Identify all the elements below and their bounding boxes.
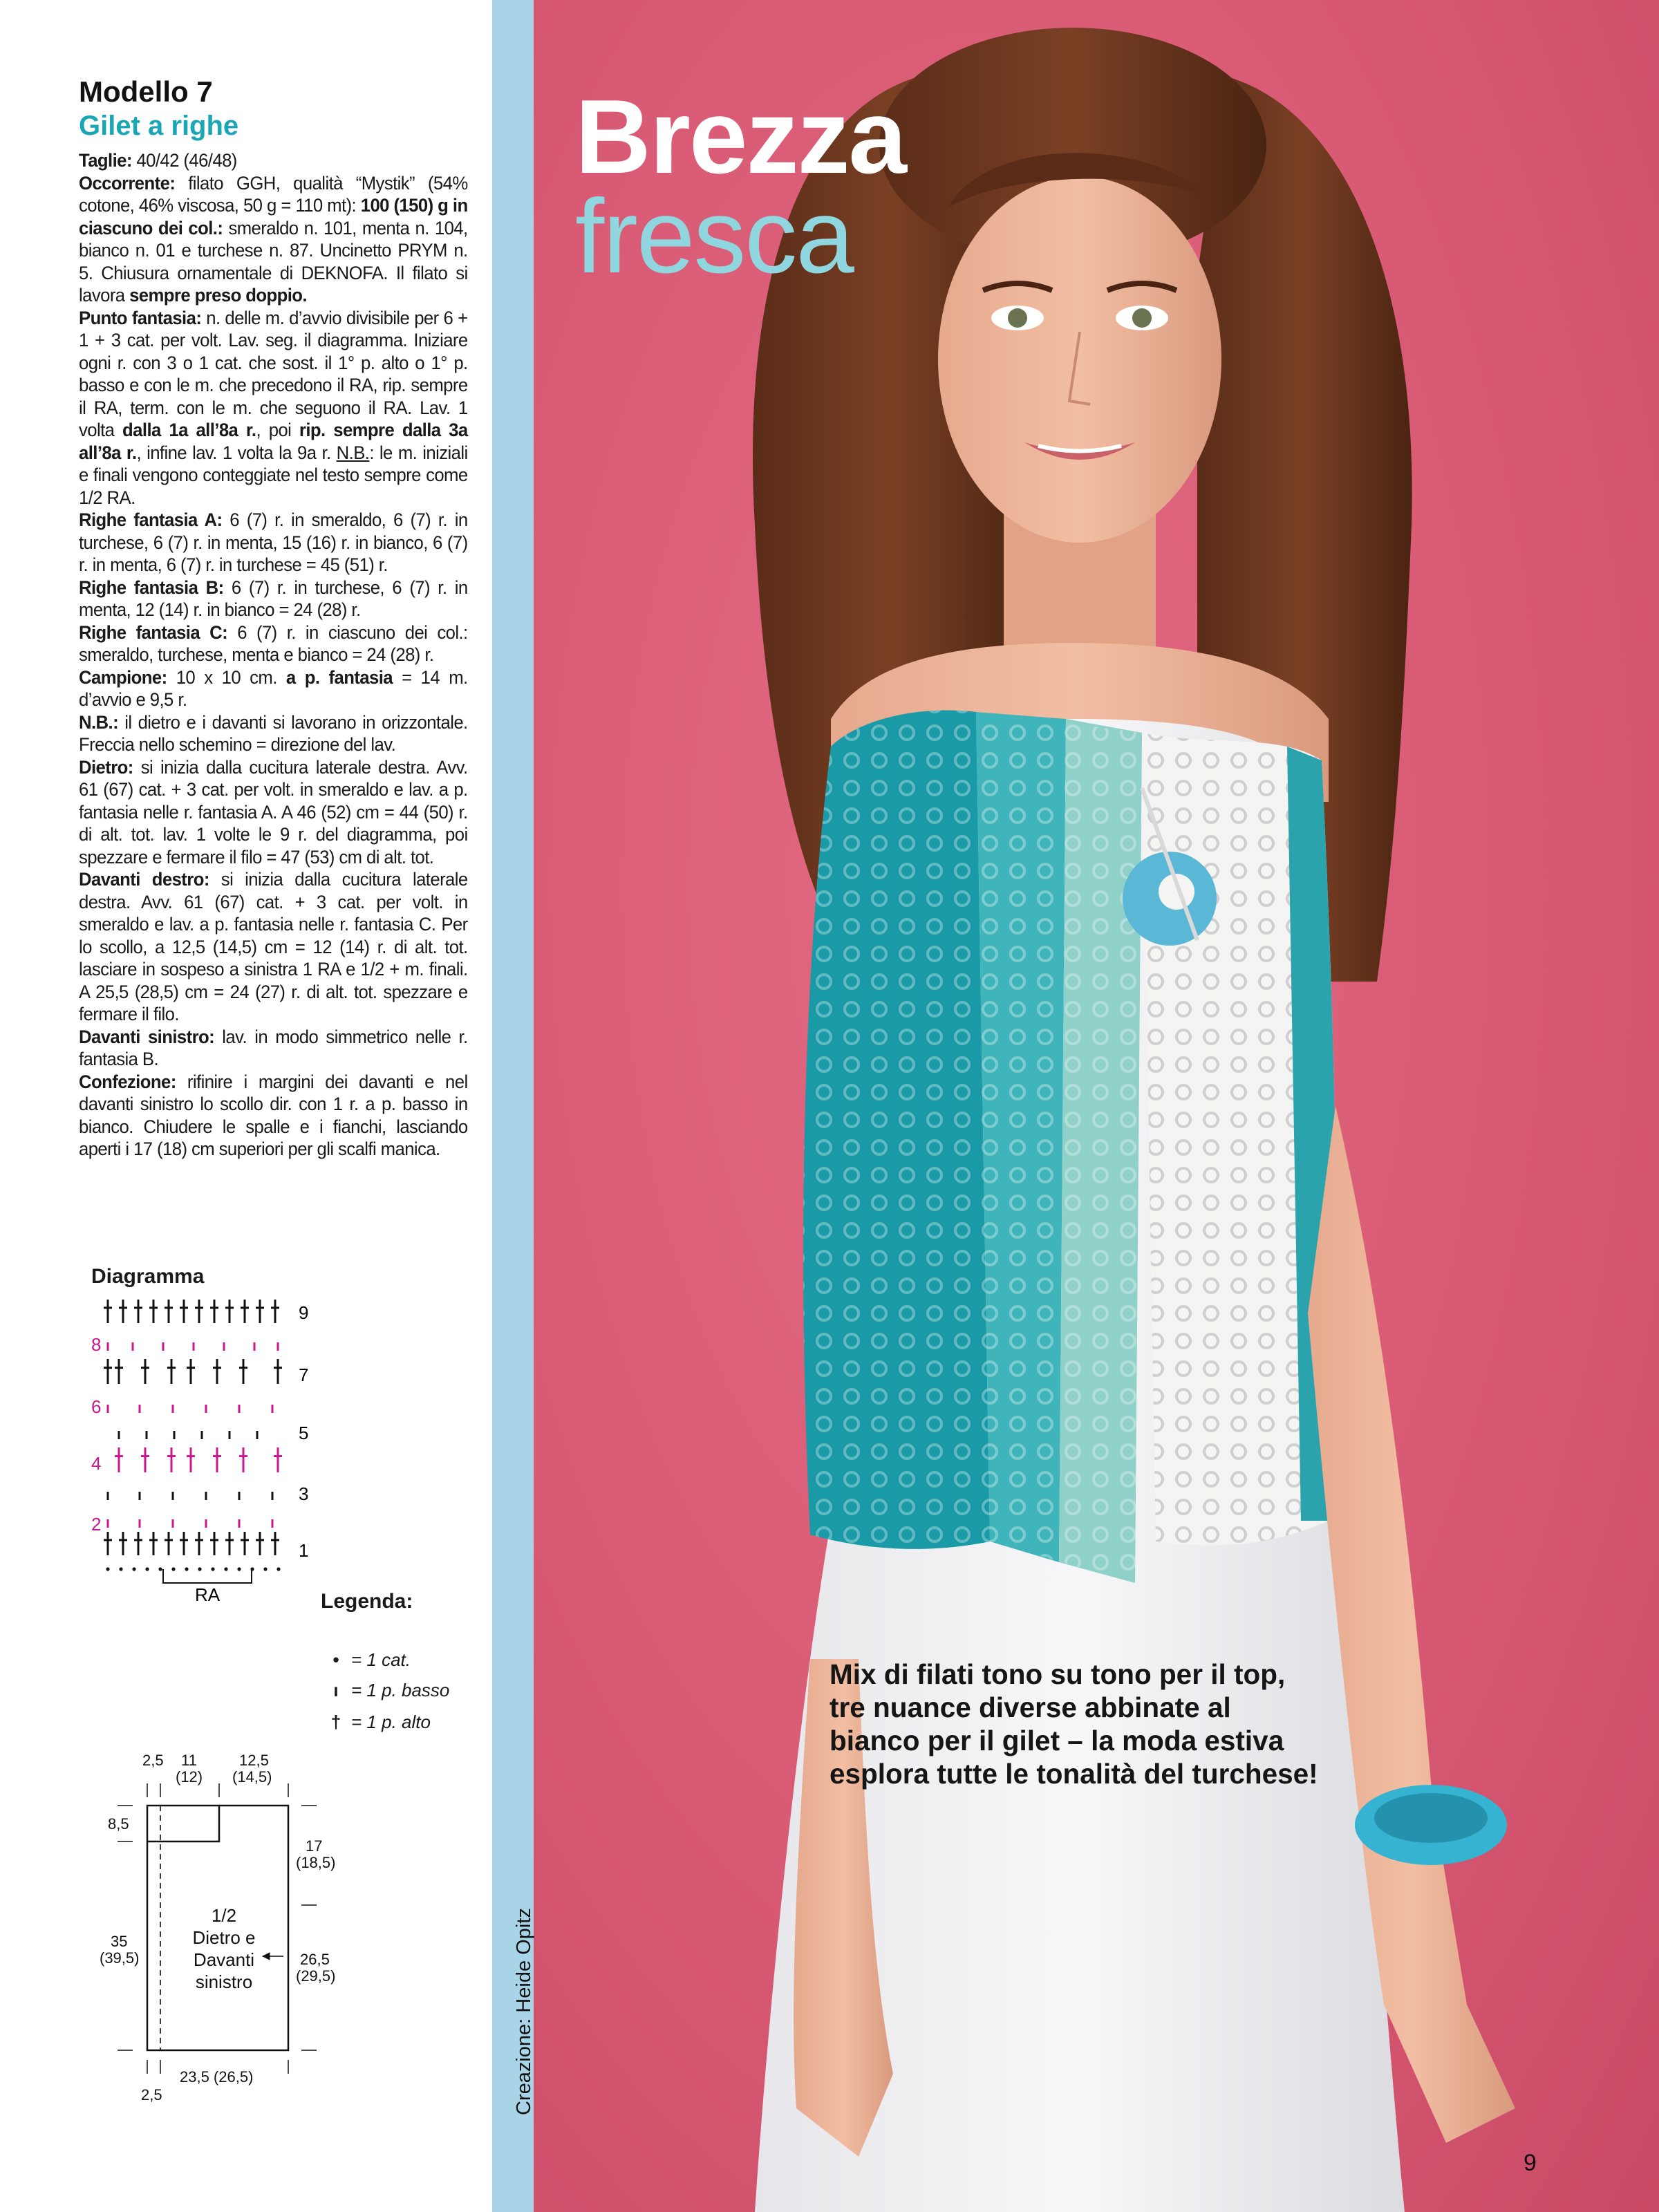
repeat-label: RA (195, 1584, 221, 1605)
page-number: 9 (1524, 2150, 1537, 2176)
dim-top-2-5: 2,5 (142, 1752, 164, 1769)
diagram-title: Diagramma (91, 1265, 205, 1288)
legend (321, 1590, 487, 1749)
row-number-5: 5 (299, 1423, 309, 1443)
dim-left-39-5: (39,5) (100, 1949, 140, 1967)
davanti-destro-paragraph: Davanti destro: si inizia dalla cucitura laterale destra. Avv. 61 (67) cat. + 3 cat. per volt. in smeraldo e lav. a p. fantasia nelle r. fantasia C. Per lo scollo, a 12,5 (14,5) cm = 12 (14) r. di alt. tot. lasciare in sospeso a sinistra 1 RA e 1/2 + m. finali. A 25,5 (28,5) cm = 24 (27) r. di alt. tot. spezzare e fermare il filo. (79, 869, 468, 1024)
dim-right-26-5: 26,5 (300, 1951, 330, 1968)
repeat-bracket (163, 1569, 252, 1583)
dim-left-35: 35 (111, 1933, 128, 1950)
dim-top-11: 11 (181, 1752, 197, 1769)
row-number-7: 7 (299, 1365, 309, 1385)
chain-mark (119, 1567, 122, 1571)
instructions-text (79, 149, 468, 1161)
taglie-paragraph: Taglie: 40/42 (46/48) (79, 150, 237, 171)
chain-mark (224, 1567, 227, 1571)
row-number-9: 9 (299, 1302, 309, 1323)
dim-bottom-width: 23,5 (26,5) (180, 2068, 254, 2086)
occorrente-paragraph: Occorrente: filato GGH, qualità “Mystik” (54% cotone, 46% viscosa, 50 g = 110 mt): 100 (150) g in ciascuno dei col.: smeraldo n. 101, menta n. 104, bianco n. 01 e turchese n. 87. Uncinetto PRYM n. 5. Chiusura ornamentale di DEKNOFA. Il filato si lavora sempre preso doppio. (79, 172, 468, 306)
model-illustration (534, 0, 1659, 2212)
headline-brezza: Brezza (575, 78, 906, 196)
dim-right-17: 17 (306, 1837, 323, 1855)
chain-mark (158, 1567, 162, 1571)
row-number-6: 6 (91, 1396, 102, 1417)
row-number-8: 8 (91, 1334, 102, 1355)
garment-schematic (97, 1749, 346, 2108)
headline-fresca: fresca (575, 178, 853, 295)
righe-a-paragraph: Righe fantasia A: 6 (7) r. in smeraldo, 6 (7) r. in turchese, 6 (7) r. in menta, 15 (16) r. in bianco, 6 (7) r. in menta, 6 (7) r. in turchese = 45 (51) r. (79, 509, 468, 575)
dim-right-29-5: (29,5) (296, 1967, 336, 1985)
diagram-marks (104, 1300, 282, 1571)
dim-top-14-5: (14,5) (232, 1768, 272, 1785)
schematic-label-line2: Dietro e (192, 1927, 256, 1948)
dim-left-8-5: 8,5 (108, 1815, 129, 1833)
chain-symbol-icon: • (332, 1649, 339, 1670)
dim-bottom-2-5: 2,5 (141, 2086, 162, 2103)
chain-mark (198, 1567, 201, 1571)
dietro-paragraph: Dietro: si inizia dalla cucitura laterale destra. Avv. 61 (67) cat. + 3 cat. per volt. in smeraldo e lav. a p. fantasia nelle r. fantasia A. A 46 (52) cm = 44 (50) r. di alt. tot. lav. 1 volte le 9 r. del diagramma, poi spezzare e fermare il filo = 47 (53) cm di alt. tot. (79, 756, 468, 868)
chain-mark (171, 1567, 175, 1571)
chain-mark (106, 1567, 109, 1571)
design-credit: Creazione: Heide Opitz (513, 1908, 535, 2115)
chain-mark (237, 1567, 241, 1571)
punto-paragraph: Punto fantasia: n. delle m. d’avvio divisibile per 6 + 1 + 3 cat. per volt. Lav. seg. il diagramma. Iniziare ogni r. con 3 o 1 cat. che sost. il 1° p. alto o 1° p. basso e con le m. che precedono il RA, rip. sempre il RA, term. con le m. che seguono il RA. Lav. 1 volta dalla 1a all’8a r., poi rip. sempre dalla 3a all’8a r., infine lav. 1 volta la 9a r. N.B.: le m. iniziali e finali vengono conteggiate nel testo sempre come 1/2 RA. (79, 307, 468, 508)
davanti-sinistro-paragraph: Davanti sinistro: lav. in modo simmetrico nelle r. fantasia B. (79, 1026, 468, 1069)
legend-title: Legenda: (321, 1590, 413, 1613)
stitch-diagram (91, 1265, 340, 1611)
double-crochet-symbol-icon: † (330, 1712, 341, 1732)
confezione-paragraph: Confezione: rifinire i margini dei davanti e nel davanti sinistro lo scollo dir. con 1 r. a p. basso in bianco. Chiudere le spalle e i fianchi, lasciando aperti i 17 (18) cm superiori per gli scalfi manica. (79, 1071, 468, 1159)
chain-mark (132, 1567, 135, 1571)
chain-mark (276, 1567, 280, 1571)
nb-paragraph: N.B.: il dietro e i davanti si lavorano in orizzontale. Freccia nello schemino = direzione del lav. (79, 711, 468, 755)
dim-top-12: (12) (176, 1768, 203, 1785)
schematic-label-line3: Davanti (193, 1949, 255, 1970)
schematic-svg (97, 1749, 346, 2108)
row-number-3: 3 (299, 1483, 309, 1504)
dim-top-12-5: 12,5 (239, 1752, 269, 1769)
chain-mark (145, 1567, 149, 1571)
schematic-label-line1: 1/2 (211, 1905, 237, 1926)
righe-c-paragraph: Righe fantasia C: 6 (7) r. in ciascuno dei col.: smeraldo, turchese, menta e bianco = 24 (28) r. (79, 621, 468, 665)
chain-mark (185, 1567, 188, 1571)
row-number-1: 1 (299, 1540, 309, 1561)
legend-item-double-crochet: † = 1 p. alto (321, 1712, 431, 1733)
campione-paragraph: Campione: 10 x 10 cm. a p. fantasia = 14 m. d’avvio e 9,5 r. (79, 666, 468, 710)
photo-caption: Mix di filati tono su tono per il top, tre nuance diverse abbinate al bianco per il gilet – la moda estiva esplora tutte le tonalità del turchese! (830, 1658, 1318, 1790)
dim-right-18-5: (18,5) (296, 1854, 336, 1871)
row-number-4: 4 (91, 1453, 102, 1474)
model-photo (534, 0, 1659, 2212)
legend-item-single-crochet: ı = 1 p. basso (321, 1680, 449, 1701)
model-subtitle: Gilet a righe (79, 111, 239, 141)
righe-b-paragraph: Righe fantasia B: 6 (7) r. in turchese, 6 (7) r. in menta, 12 (14) r. in bianco = 24 (28) r. (79, 577, 468, 620)
schematic-label-line4: sinistro (195, 1971, 253, 1992)
model-title: Modello 7 (79, 75, 213, 108)
chain-mark (211, 1567, 214, 1571)
chain-mark (263, 1567, 267, 1571)
row-number-2: 2 (91, 1514, 102, 1535)
instructions-column (79, 75, 469, 1161)
legend-item-chain: • = 1 cat. (321, 1649, 411, 1671)
diagram-svg (91, 1265, 340, 1611)
single-crochet-symbol-icon: ı (333, 1680, 339, 1700)
face (938, 176, 1221, 543)
decorative-blue-strip (492, 0, 534, 2212)
